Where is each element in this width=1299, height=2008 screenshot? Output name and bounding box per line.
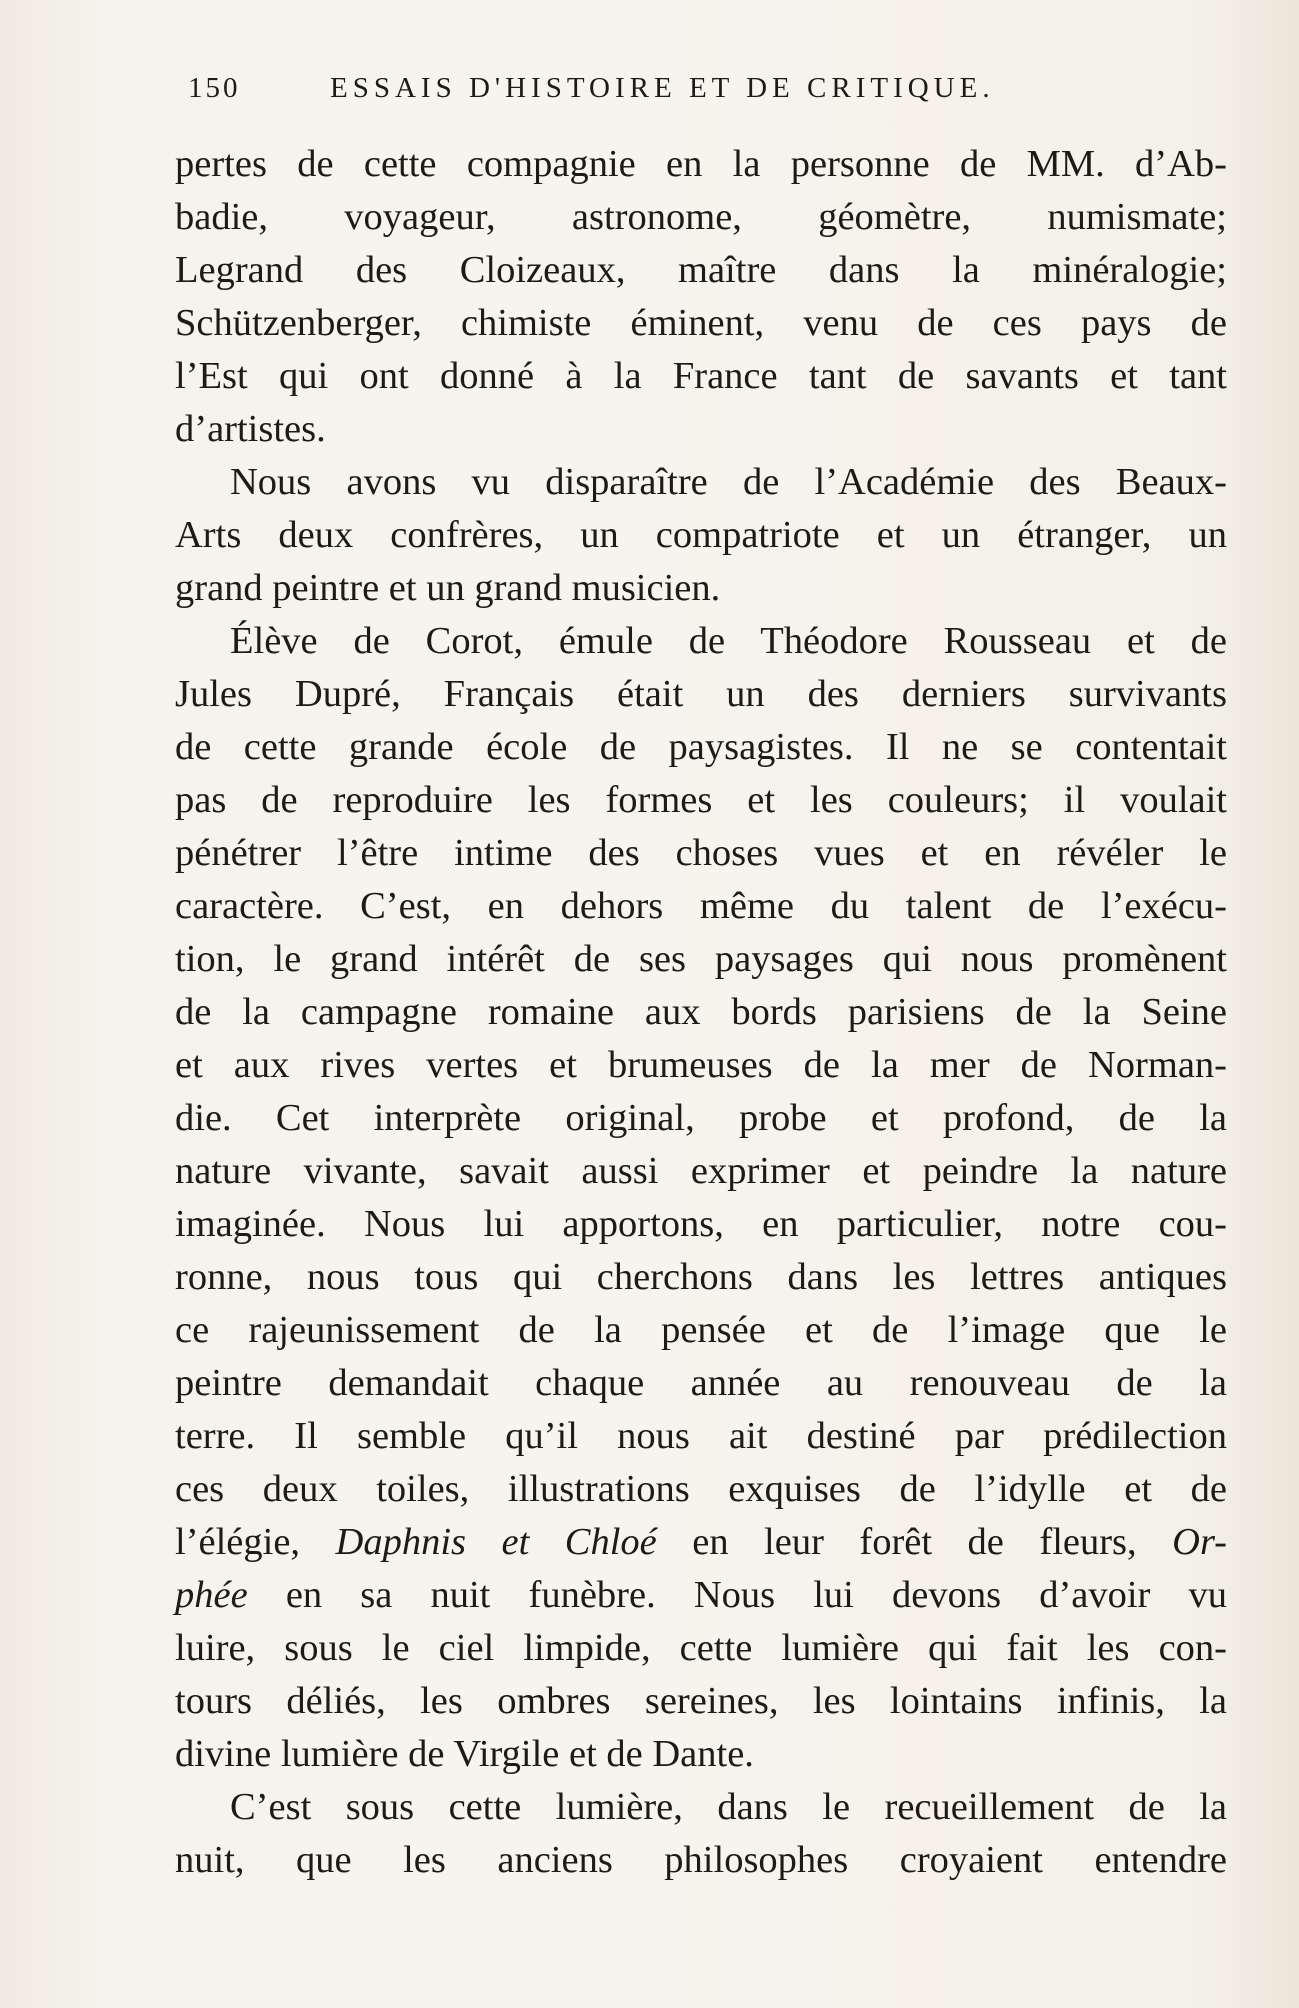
text-line: C’est sous cette lumière, dans le recueillement de la — [230, 1786, 1227, 1828]
text-line: ce rajeunissement de la pensée et de l’image que le — [175, 1309, 1227, 1351]
text-line: nuit, que les anciens philosophes croyaient entendre — [175, 1839, 1227, 1881]
text-line: Legrand des Cloizeaux, maître dans la minéralogie; — [175, 249, 1227, 291]
running-title: ESSAIS D'HISTOIRE ET DE CRITIQUE. — [330, 72, 995, 104]
page-number: 150 — [188, 72, 241, 104]
text-line: Élève de Corot, émule de Théodore Rousseau et de — [230, 620, 1227, 662]
artwork-title: Daphnis et Chloé — [335, 1521, 657, 1563]
artwork-title: Or- — [1172, 1521, 1227, 1563]
text-line: tours déliés, les ombres sereines, les lointains infinis, la — [175, 1680, 1227, 1722]
text-line: badie, voyageur, astronome, géomètre, numismate; — [175, 196, 1227, 238]
text-line: peintre demandait chaque année au renouveau de la — [175, 1362, 1227, 1404]
text-line: Nous avons vu disparaître de l’Académie des Beaux- — [230, 461, 1227, 503]
text-line: pas de reproduire les formes et les couleurs; il voulait — [175, 779, 1227, 821]
text-line: ces deux toiles, illustrations exquises de l’idylle et de — [175, 1468, 1227, 1510]
text-line: Schützenberger, chimiste éminent, venu de ces pays de — [175, 302, 1227, 344]
text-line: terre. Il semble qu’il nous ait destiné par prédilection — [175, 1415, 1227, 1457]
text-line: die. Cet interprète original, probe et profond, de la — [175, 1097, 1227, 1139]
text-line: grand peintre et un grand musicien. — [175, 567, 721, 609]
text-line: d’artistes. — [175, 408, 326, 450]
text-segment: en sa nuit funèbre. Nous lui devons d’avoir vu — [247, 1574, 1227, 1616]
text-line-mixed — [175, 1516, 1227, 1569]
text-line: l’Est qui ont donné à la France tant de savants et tant — [175, 355, 1227, 397]
text-line: tion, le grand intérêt de ses paysages qui nous promènent — [175, 938, 1227, 980]
text-line: Arts deux confrères, un compatriote et un étranger, un — [175, 514, 1227, 556]
text-line: caractère. C’est, en dehors même du talent de l’exécu- — [175, 885, 1227, 927]
text-segment: l’élégie, — [175, 1521, 336, 1563]
text-line: de cette grande école de paysagistes. Il ne se contentait — [175, 726, 1227, 768]
text-line: ronne, nous tous qui cherchons dans les lettres antiques — [175, 1256, 1227, 1298]
text-line: de la campagne romaine aux bords parisiens de la Seine — [175, 991, 1227, 1033]
text-line: divine lumière de Virgile et de Dante. — [175, 1733, 754, 1775]
text-line: luire, sous le ciel limpide, cette lumière qui fait les con- — [175, 1627, 1227, 1669]
body-text — [175, 138, 1227, 1887]
text-line-mixed — [175, 1569, 1227, 1622]
text-line: imaginée. Nous lui apportons, en particulier, notre cou- — [175, 1203, 1227, 1245]
artwork-title: phée — [175, 1574, 248, 1616]
text-segment: en leur forêt de fleurs, — [656, 1521, 1173, 1563]
text-line: nature vivante, savait aussi exprimer et peindre la nature — [175, 1150, 1227, 1192]
text-line: pertes de cette compagnie en la personne de MM. d’Ab- — [175, 143, 1227, 185]
text-line: pénétrer l’être intime des choses vues et en révéler le — [175, 832, 1227, 874]
text-line: Jules Dupré, Français était un des derniers survivants — [175, 673, 1227, 715]
page-header — [188, 72, 1108, 116]
text-line: et aux rives vertes et brumeuses de la mer de Norman- — [175, 1044, 1227, 1086]
